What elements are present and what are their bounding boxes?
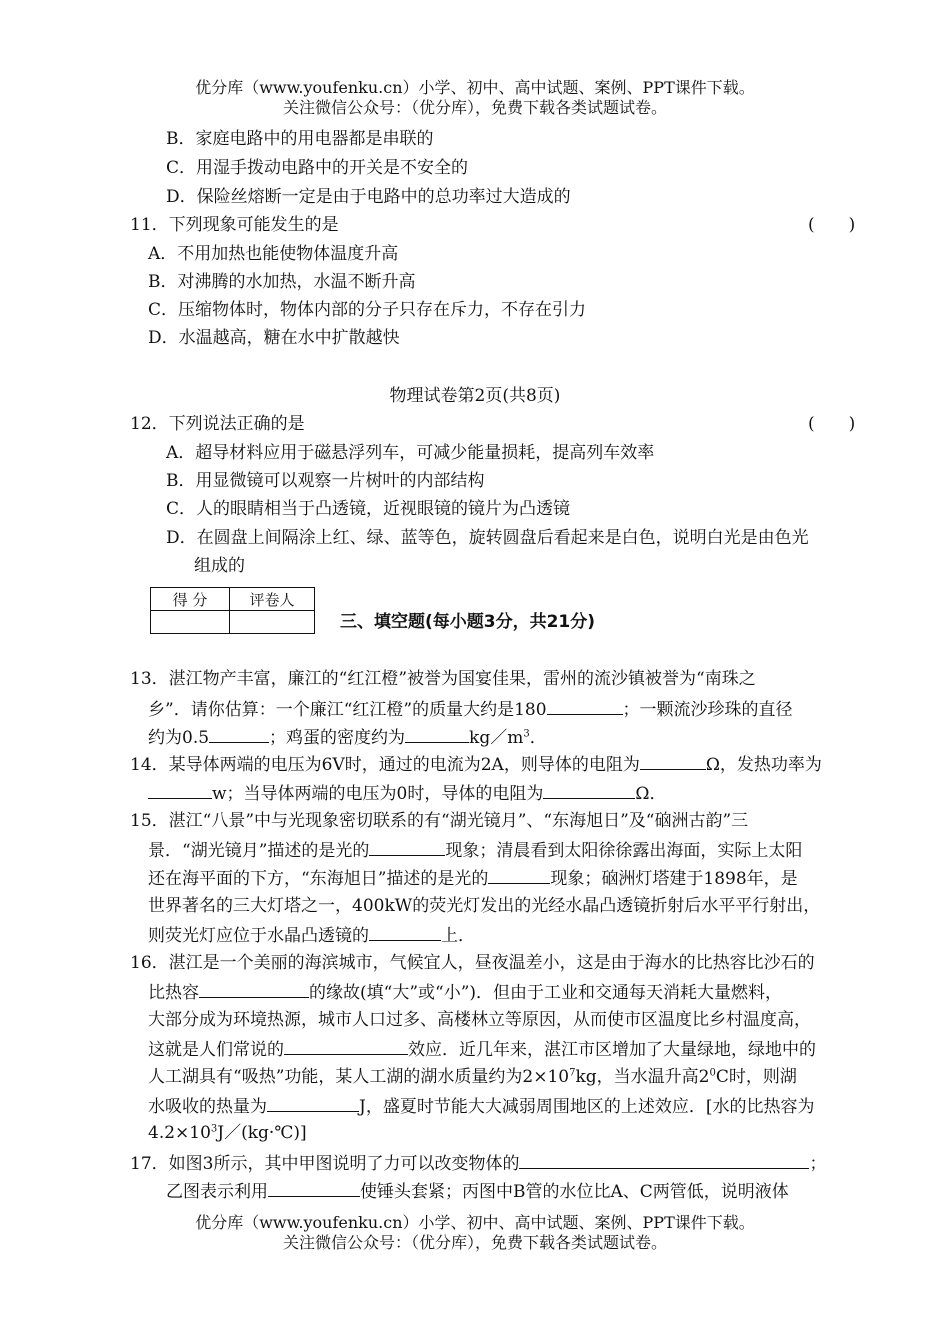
q14-text: w；当导体两端的电压为0时，导体的电阻为 [212,784,544,804]
q10-option-c: C．用湿手拨动电路中的开关是不安全的 [166,158,469,178]
q16-text: J，盛夏时节能大大减弱周围地区的上述效应．[水的比热容为 [359,1097,815,1117]
section-3-title: 三、填空题(每小题3分，共21分) [340,612,596,632]
q11-option-b: B．对沸腾的水加热，水温不断升高 [148,272,416,292]
q16-text: 人工湖具有“吸热”功能，某人工湖的湖水质量约为2×10 [148,1067,570,1087]
q10-option-d: D．保险丝熔断一定是由于电路中的总功率过大造成的 [166,187,571,207]
q11-option-c: C．压缩物体时，物体内部的分子只存在斥力，不存在引力 [148,300,587,320]
q13-line-3 [148,725,547,749]
q13-text: ；鸡蛋的密度约为 [269,728,406,748]
q13-blank-3[interactable] [405,725,469,743]
q12-stem: 12．下列说法正确的是 [130,414,305,434]
q14-text: Ω． [635,784,667,804]
q13-text: 乡”．请你估算：一个廉江“红江橙”的质量大约是180 [148,700,547,720]
grader-header: 评卷人 [230,588,315,611]
q16-text: kg，当水温升高2 [575,1067,710,1087]
q15-line-3 [148,866,798,890]
q16-line-5 [148,1066,797,1088]
q15-text: 则荧光灯应位于水晶凸透镜的 [148,926,369,946]
q17-line-1 [130,1151,826,1175]
q12-option-d-line2: 组成的 [194,556,245,576]
q10-option-b: B．家庭电路中的用电器都是串联的 [166,129,434,149]
q16-text: 效应．近几年来，湛江市区增加了大量绿地，绿地中的 [408,1040,816,1060]
q17-line-2 [166,1179,789,1203]
q14-blank-1[interactable] [640,752,706,770]
q16-text: 比热容 [148,983,199,1003]
q16-line-3: 大部分成为环境热源，城市人口过多、高楼林立等原因，从而使市区温度比乡村温度高， [148,1010,811,1030]
q14-blank-3[interactable] [543,781,635,799]
q13-text: 约为0.5 [148,728,210,748]
header-line-1: 优分库（www.youfenku.cn）小学、初中、高中试题、案例、PPT课件下载。 [195,78,755,97]
score-header: 得 分 [151,588,230,611]
q14-blank-2[interactable] [148,781,212,799]
q15-line-1: 15．湛江“八景”中与光现象密切联系的有“湖光镜月”、“东海旭日”及“硇洲古韵”三 [130,811,749,831]
q15-blank-2[interactable] [488,866,550,884]
q13-unit: kg／m [469,728,524,748]
q12-answer-paren: ( ) [808,414,856,434]
q14-line-1 [130,752,822,776]
q12-option-a: A．超导材料应用于磁悬浮列车，可减少能量损耗，提高列车效率 [166,443,655,463]
q13-unit-exponent: 3 [523,728,530,740]
q17-text: ； [809,1154,827,1174]
footer-line-2: 关注微信公众号：（优分库），免费下载各类试题试卷。 [282,1233,667,1252]
q16-text: C时，则湖 [715,1067,797,1087]
q16-line-4 [148,1037,816,1061]
q17-blank-1[interactable] [519,1151,809,1169]
footer-line-1: 优分库（www.youfenku.cn）小学、初中、高中试题、案例、PPT课件下载。 [195,1213,755,1232]
q15-blank-1[interactable] [369,838,445,856]
q17-text: 17．如图3所示，其中甲图说明了力可以改变物体的 [130,1154,520,1174]
q15-text: 上． [441,926,475,946]
q16-text: 这就是人们常说的 [148,1040,284,1060]
q15-text: 还在海平面的下方，“东海旭日”描述的是光的 [148,869,489,889]
q11-option-d: D．水温越高，糖在水中扩散越快 [148,328,400,348]
q11-stem: 11．下列现象可能发生的是 [130,215,339,235]
q15-text: 景．“湖光镜月”描述的是光的 [148,841,370,861]
q13-blank-1[interactable] [547,697,623,715]
q16-text: 的缘故(填“大”或“小”)．但由于工业和交通每天消耗大量燃料， [309,983,783,1003]
header-line-2: 关注微信公众号：（优分库），免费下载各类试题试卷。 [282,98,667,117]
q15-text: 现象；清晨看到太阳徐徐露出海面，实际上太阳 [445,841,803,861]
q15-line-5 [148,923,475,947]
q11-answer-paren: ( ) [808,215,856,235]
q13-text: ． [529,728,547,748]
q15-blank-3[interactable] [369,923,441,941]
q12-option-b: B．用显微镜可以观察一片树叶的内部结构 [166,471,485,491]
q15-text: 现象；硇洲灯塔建于1898年，是 [550,869,798,889]
q16-line-1: 16．湛江是一个美丽的海滨城市，气候宜人，昼夜温差小，这是由于海水的比热容比沙石的 [130,953,815,973]
q14-text: 14．某导体两端的电压为6V时，通过的电流为2A，则导体的电阻为 [130,755,640,775]
q16-blank-2[interactable] [284,1037,408,1055]
q17-text: 使锤头套紧；丙图中B管的水位比A、C两管低，说明液体 [360,1182,789,1202]
score-table [150,587,315,634]
q14-text: Ω，发热功率为 [705,755,822,775]
q16-blank-3[interactable] [267,1094,359,1112]
q17-blank-2[interactable] [268,1179,360,1197]
q16-text: 4.2×10 [148,1123,211,1143]
page-number-label: 物理试卷第2页(共8页) [389,386,561,406]
score-cell [151,611,230,634]
q17-text: 乙图表示利用 [166,1182,268,1202]
q16-line-6 [148,1094,814,1118]
q13-line-2 [148,697,793,721]
q13-text: ；一颗流沙珍珠的直径 [622,700,793,720]
q13-blank-2[interactable] [209,725,269,743]
q16-line-2 [148,980,782,1004]
q12-option-c: C．人的眼睛相当于凸透镜，近视眼镜的镜片为凸透镜 [166,499,571,519]
q15-line-4: 世界著名的三大灯塔之一，400kW的荧光灯发出的光经水晶凸透镜折射后水平平行射出， [148,896,821,916]
q16-degree-mark: 0 [709,1067,716,1079]
q16-line-7 [148,1122,307,1144]
grader-cell [230,611,315,634]
q11-option-a: A．不用加热也能使物体温度升高 [148,244,399,264]
q14-line-2 [148,781,666,805]
q15-line-2 [148,838,802,862]
q16-exponent: 7 [569,1067,576,1079]
q12-option-d-line1: D．在圆盘上间隔涂上红、绿、蓝等色，旋转圆盘后看起来是白色，说明白光是由色光 [166,528,809,548]
q16-blank-1[interactable] [199,980,309,998]
q16-text: 水吸收的热量为 [148,1097,267,1117]
q16-text: J／(kg·℃)] [217,1123,307,1143]
q16-exponent: 3 [210,1123,218,1135]
q13-line-1: 13．湛江物产丰富，廉江的“红江橙”被誉为国宴佳果，雷州的流沙镇被誉为“南珠之 [130,669,756,689]
